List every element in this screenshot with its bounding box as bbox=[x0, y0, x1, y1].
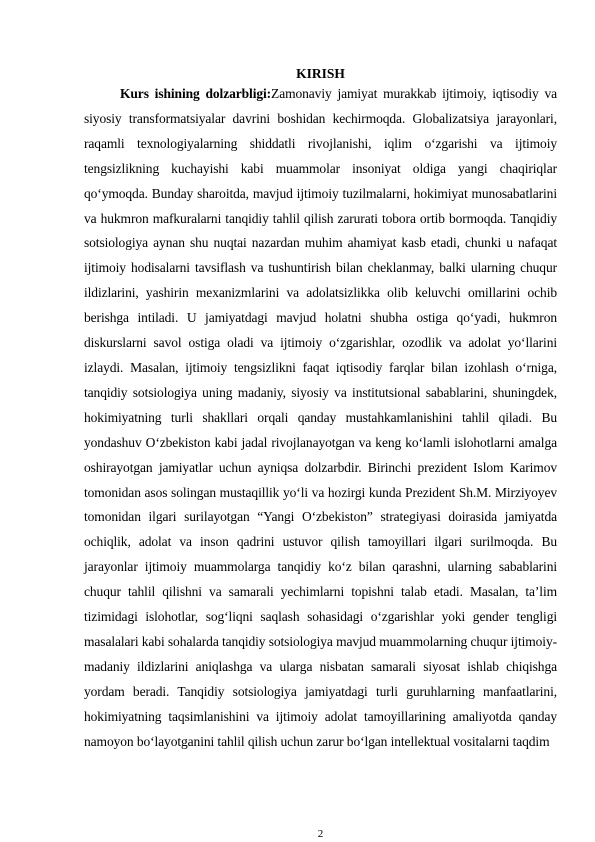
page-number: 2 bbox=[317, 828, 324, 840]
document-page bbox=[84, 66, 557, 842]
paragraph-text: Zamonaviy jamiyat murakkab ijtimoiy, iqtisodiy va siyosiy transformatsiyalar davrini boshidan kechirmoqda. Globalizatsiya jarayonlari, raqamli texnologiyalarning shiddatli rivojlanishi, iqlim oʻzgarishi va ijtimoiy tengsizlikning kuchayishi kabi muammolar insoniyat oldiga yangi chaqiriqlar qoʻymoqda. Bunday sharoitda, mavjud ijtimoiy tuzilmalarni, hokimiyat munosabatlarini va hukmron mafkuralarni tanqidiy tahlil qilish zarurati tobora ortib bormoqda. Tanqidiy sotsiologiya aynan shu nuqtai nazardan muhim ahamiyat kasb etadi, chunki u nafaqat ijtimoiy hodisalarni tavsiflash va tushuntirish bilan cheklanmay, balki ularning chuqur ildizlarini, yashirin mexanizmlarini va adolatsizlikka olib keluvchi omillarini ochib berishga intiladi. U jamiyatdagi mavjud holatni shubha ostiga qoʻyadi, hukmron diskurslarni savol ostiga oladi va ijtimoiy oʻzgarishlar, ozodlik va adolat yoʻllarini izlaydi. Masalan, ijtimoiy tengsizlikni faqat iqtisodiy farqlar bilan izohlash oʻrniga, tanqidiy sotsiologiya uning madaniy, siyosiy va institutsional sabablarini, shuningdek, hokimiyatning turli shakllari orqali qanday mustahkamlanishini tahlil qiladi. Bu yondashuv Oʻzbekiston kabi jadal rivojlanayotgan va keng koʻlamli islohotlarni amalga oshirayotgan jamiyatlar uchun ayniqsa dolzarbdir. Birinchi prezident Islom Karimov tomonidan asos solingan mustaqillik yoʻli va hozirgi kunda Prezident Sh.M. Mirziyoyev tomonidan ilgari surilayotgan “Yangi Oʻzbekiston” strategiyasi doirasida jamiyatda ochiqlik, adolat va inson qadrini ustuvor qilish tamoyillari ilgari surilmoqda. Bu jarayonlar ijtimoiy muammolarga tanqidiy koʻz bilan qarashni, ularning sabablarini chuqur tahlil qilishni va samarali yechimlarni topishni talab etadi. Masalan, taʼlim tizimidagi islohotlar, sogʻliqni saqlash sohasidagi oʻzgarishlar yoki gender tengligi masalalari kabi sohalarda tanqidiy sotsiologiya mavjud muammolarning chuqur ijtimoiy-madaniy ildizlarini aniqlashga va ularga nisbatan samarali siyosat ishlab chiqishga yordam beradi. Tanqidiy sotsiologiya jamiyatdagi turli guruhlarning manfaatlarini, hokimiyatning taqsimlanishini va ijtimoiy adolat tamoyillarining amaliyotda qanday namoyon boʻlayotganini tahlil qilish uchun zarur boʻlgan intellektual vositalarni taqdim bbox=[84, 86, 557, 749]
lead-label: Kurs ishining dolzarbligi: bbox=[120, 86, 272, 101]
section-heading: KIRISH bbox=[296, 66, 345, 81]
body-paragraph bbox=[84, 82, 557, 754]
